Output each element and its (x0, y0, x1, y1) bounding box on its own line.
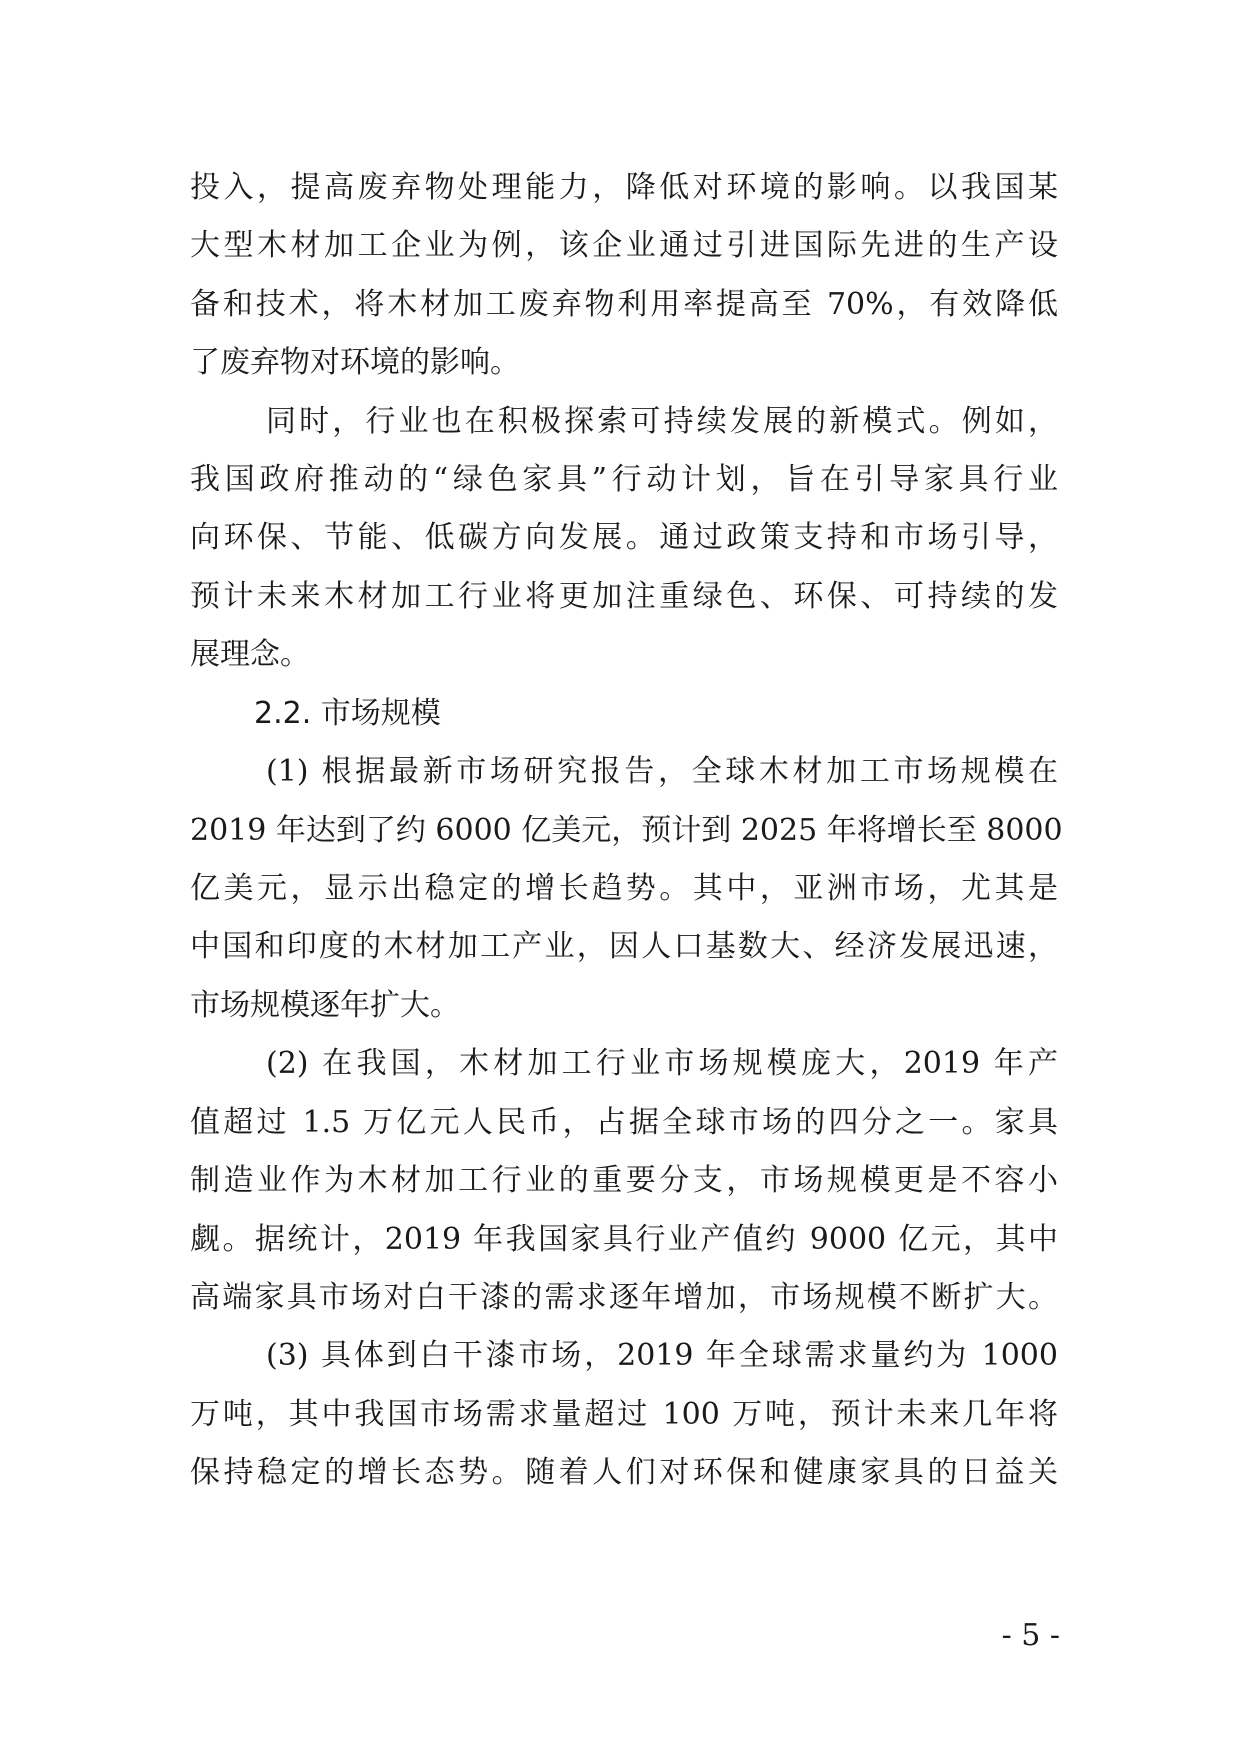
paragraph-4-line-3: 制造业作为木材加工行业的重要分支，市场规模更是不容小 (190, 1163, 1058, 1198)
paragraph-3-line-4: 中国和印度的木材加工产业，因人口基数大、经济发展迅速， (190, 929, 1058, 964)
paragraph-1-line-3: 备和技术，将木材加工废弃物利用率提高至 70%，有效降低 (190, 287, 1058, 322)
paragraph-2-line-5: 展理念。 (190, 637, 310, 672)
paragraph-4-line-4: 觑。据统计，2019 年我国家具行业产值约 9000 亿元，其中 (190, 1222, 1058, 1257)
paragraph-2-line-4: 预计未来木材加工行业将更加注重绿色、环保、可持续的发 (190, 579, 1058, 614)
paragraph-1-line-1: 投入，提高废弃物处理能力，降低对环境的影响。以我国某 (190, 170, 1058, 205)
paragraph-2-line-2: 我国政府推动的“绿色家具”行动计划，旨在引导家具行业 (190, 462, 1058, 497)
section-heading: 2.2. 市场规模 (254, 696, 441, 731)
paragraph-2-line-3: 向环保、节能、低碳方向发展。通过政策支持和市场引导， (190, 520, 1058, 555)
paragraph-4-line-1: (2) 在我国，木材加工行业市场规模庞大，2019 年产 (266, 1046, 1058, 1081)
paragraph-4-line-2: 值超过 1.5 万亿元人民币，占据全球市场的四分之一。家具 (190, 1105, 1058, 1140)
paragraph-5-line-3: 保持稳定的增长态势。随着人们对环保和健康家具的日益关 (190, 1455, 1058, 1490)
paragraph-2-line-1: 同时，行业也在积极探索可持续发展的新模式。例如， (266, 404, 1058, 439)
page-number: - 5 - (1001, 1618, 1060, 1653)
paragraph-5-line-2: 万吨，其中我国市场需求量超过 100 万吨，预计未来几年将 (190, 1397, 1058, 1432)
paragraph-3-line-3: 亿美元，显示出稳定的增长趋势。其中，亚洲市场，尤其是 (190, 871, 1058, 906)
paragraph-3-line-5: 市场规模逐年扩大。 (190, 988, 460, 1023)
paragraph-1-line-4: 了废弃物对环境的影响。 (190, 345, 520, 380)
paragraph-4-line-5: 高端家具市场对白干漆的需求逐年增加，市场规模不断扩大。 (190, 1280, 1058, 1315)
paragraph-5-line-1: (3) 具体到白干漆市场，2019 年全球需求量约为 1000 (266, 1338, 1058, 1373)
paragraph-3-line-2: 2019 年达到了约 6000 亿美元，预计到 2025 年将增长至 8000 (190, 813, 1063, 848)
paragraph-3-line-1: (1) 根据最新市场研究报告，全球木材加工市场规模在 (266, 754, 1058, 789)
paragraph-1-line-2: 大型木材加工企业为例，该企业通过引进国际先进的生产设 (190, 228, 1058, 263)
